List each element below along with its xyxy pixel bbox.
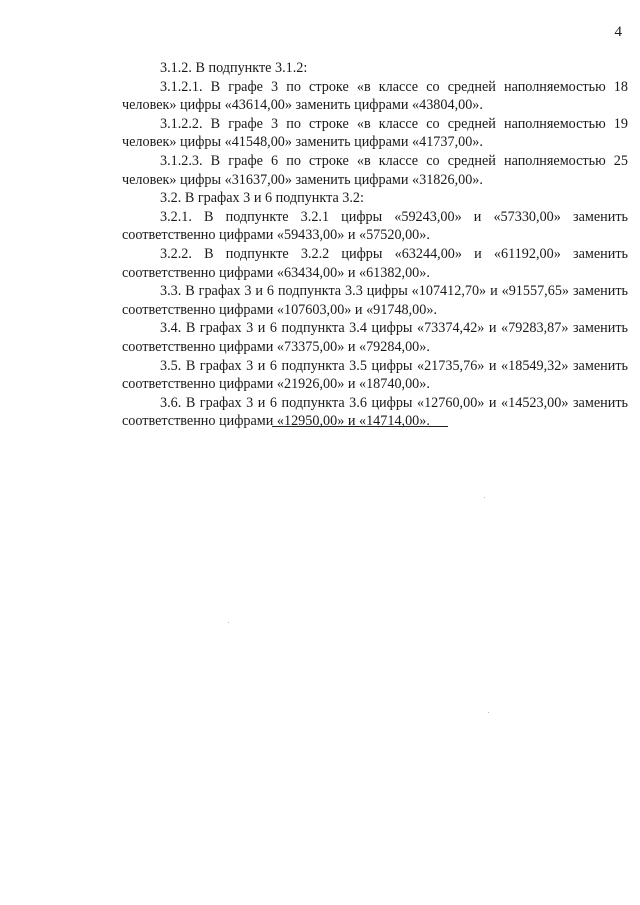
paragraph-3-6: 3.6. В графах 3 и 6 подпункта 3.6 цифры «12760,00» и «14523,00» заменить соответственно цифрами «12950,00» и «14714,00». — [122, 394, 628, 430]
paragraph-3-2-2: 3.2.2. В подпункте 3.2.2 цифры «63244,00» и «61192,00» заменить соответственно цифрами «63434,00» и «61382,00». — [122, 245, 628, 281]
scan-speck — [488, 712, 489, 713]
paragraph-3-1-2-2: 3.1.2.2. В графе 3 по строке «в классе со средней наполняемостью 19 человек» цифры «41548,00» заменить цифрами «41737,00». — [122, 115, 628, 151]
paragraph-3-2-1: 3.2.1. В подпункте 3.2.1 цифры «59243,00» и «57330,00» заменить соответственно цифрами «59433,00» и «57520,00». — [122, 208, 628, 244]
paragraph-3-1-2-3: 3.1.2.3. В графе 6 по строке «в классе со средней наполняемостью 25 человек» цифры «31637,00» заменить цифрами «31826,00». — [122, 152, 628, 188]
end-divider-line — [272, 426, 448, 427]
paragraph-3-4: 3.4. В графах 3 и 6 подпункта 3.4 цифры «73374,42» и «79283,87» заменить соответственно цифрами «73375,00» и «79284,00». — [122, 320, 628, 355]
paragraph-3-5: 3.5. В графах 3 и 6 подпункта 3.5 цифры «21735,76» и «18549,32» заменить соответственно цифрами «21926,00» и «18740,00». — [122, 357, 628, 393]
paragraph-3-2: 3.2. В графах 3 и 6 подпункта 3.2: — [160, 190, 364, 207]
paragraph-3-1-2-1: 3.1.2.1. В графе 3 по строке «в классе со средней наполняемостью 18 человек» цифры «43614,00» заменить цифрами «43804,00». — [122, 78, 628, 114]
scan-speck — [484, 497, 485, 498]
document-body — [122, 59, 628, 431]
scan-speck — [228, 622, 229, 623]
page-number: 4 — [614, 24, 622, 40]
paragraph-3-3: 3.3. В графах 3 и 6 подпункта 3.3 цифры «107412,70» и «91557,65» заменить соответственно цифрами «107603,00» и «91748,00». — [122, 283, 628, 318]
paragraph-3-1-2: 3.1.2. В подпункте 3.1.2: — [160, 60, 308, 76]
